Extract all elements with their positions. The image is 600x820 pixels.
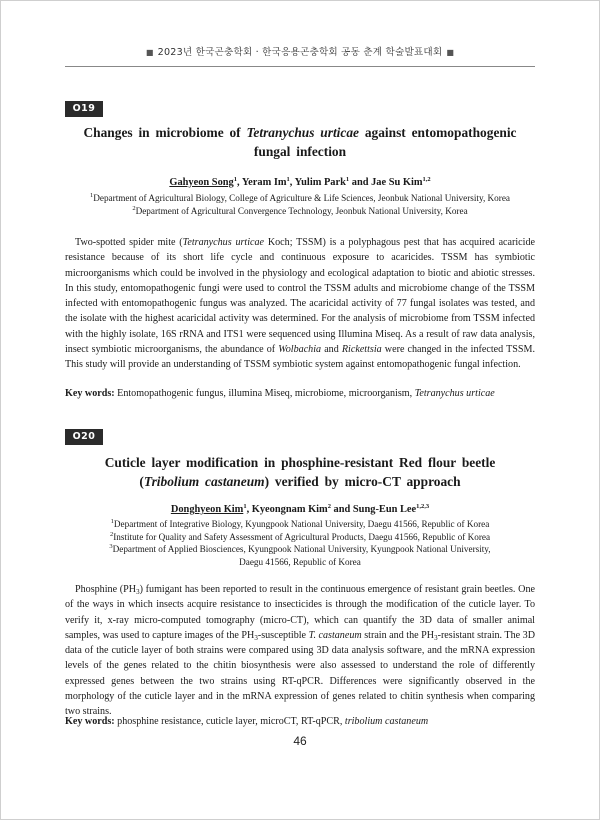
keywords-o19: Key words: Entomopathogenic fungus, illumina Miseq, microbiome, microorganism, Tetranychus urticae xyxy=(65,388,495,399)
abstract-body-o19: Two-spotted spider mite (Tetranychus urticae Koch; TSSM) is a polyphagous pest that has acquired acaricide resistance because of its short life cycle and continuous exposure to acaricides. TSSM has symbiotic microorganisms which could be involved in the physiology and ecological adaptation to biotic and abiotic stresses. In this study, entomopathogenic fungi were used to control the TSSM adults and microbiome change of the TSSM infected with entomopathogenic fungus was analyzed. The acaricidal activity of 77 fungal isolates was tested, and the isolate with the highest acaricidal activity was determined. For the analysis of microbiome from TSSM infected with the highly isolate, 16S rRNA and ITS1 were sequenced using Illumina Miseq. As a result of raw data analysis, insect symbiotic microorganisms, the abundance of Wolbachia and Rickettsia were changed in the infected TSSM. This study will provide an understanding of TSSM symbiotic system against entomopathogenic fungal infection. xyxy=(65,237,535,371)
abstract-badge-o20: O20 xyxy=(65,429,103,445)
abstract-badge-o19: O19 xyxy=(65,101,103,117)
presenting-author: Gahyeon Song xyxy=(169,177,234,188)
author: Sung-Eun Lee xyxy=(352,504,417,515)
abstract-title-o20: Cuticle layer modification in phosphine-resistant Red flour beetle (Tribolium castaneum) verified by micro-CT approach xyxy=(104,455,496,489)
abstract-body-o20: Phosphine $(PH_3)$ fumigant has been reported to result in the continuous emergence of resistant grain beetles. One of the ways in which insects acquire resistance to insecticides is through the modification of the cuticle layer. To verify it, x-ray micro-computed tomography (micro-CT), which can quantify the 3D data of smaller animal samples, was used to capture images of the $PH_3$-susceptible T. castaneum strain and the $PH_3$-resistant strain. The 3D data of the cuticle layer of both strains were compared using 3D data analysis software, and the mRNA expression levels of the genes related to the chitin biosynthesis were also assessed to understand the role of differently expressed genes between the two strains using RT-qPCR. Differences were significantly observed in the morphology of the cuticle layer and in the mRNA expression of genes related to chitin synthesis when comparing two strains. xyxy=(65,584,535,718)
author: Yulim Park xyxy=(294,177,346,188)
affiliation-line: $^3$Department of Applied Biosciences, Kyungpook National University, Kyungpook National University, xyxy=(109,543,491,555)
conference-title: 2023년 한국곤충학회 · 한국응용곤충학회 공동 춘계 학술발표대회 xyxy=(157,47,443,58)
header-divider xyxy=(65,66,535,67)
square-bullet-icon: ■ xyxy=(446,48,455,57)
affiliation-line: $^1$Department of Integrative Biology, Kyungpook National University, Daegu 41566, Republic of Korea xyxy=(110,518,490,529)
presenting-author: Donghyeon Kim xyxy=(170,504,244,515)
author: Kyeongnam Kim xyxy=(251,504,328,515)
affiliation-line: $^2$Department of Agricultural Convergence Technology, Jeonbuk National University, Korea xyxy=(132,204,468,216)
square-bullet-icon: ■ xyxy=(145,48,154,57)
affiliation-line: $^2$Institute for Quality and Safety Assessment of Agricultural Products, Daegu 41566, Republic of Korea xyxy=(109,530,491,542)
abstract-title-o19: Changes in microbiome of Tetranychus urticae against entomopathogenic fungal infection xyxy=(83,125,517,159)
page-number: 46 xyxy=(293,734,307,748)
author: Jae Su Kim xyxy=(371,177,423,188)
author-list-o20: Donghyeon Kim$^1$, Kyeongnam Kim$^2$ and Sung-Eun Lee$^{1,2,3}$ xyxy=(170,503,430,515)
affiliation-line: $^1$Department of Agricultural Biology, College of Agriculture & Life Sciences, Jeonbuk National University, Korea xyxy=(90,192,510,203)
affiliations-o20 xyxy=(65,518,535,568)
keywords-o20: Key words: phosphine resistance, cuticle layer, microCT, RT-qPCR, tribolium castaneum xyxy=(65,716,429,727)
page-header xyxy=(0,44,600,58)
affiliation-line: Daegu 41566, Republic of Korea xyxy=(239,556,361,567)
author: Yeram Im xyxy=(241,177,287,188)
affiliations-o19 xyxy=(65,192,535,217)
keywords-label: Key words: xyxy=(65,716,115,727)
author-list-o19: Gahyeon Song$^1$, Yeram Im$^1$, Yulim Park$^1$ and Jae Su Kim$^{1,2}$ xyxy=(169,176,431,188)
keywords-label: Key words: xyxy=(65,388,115,399)
